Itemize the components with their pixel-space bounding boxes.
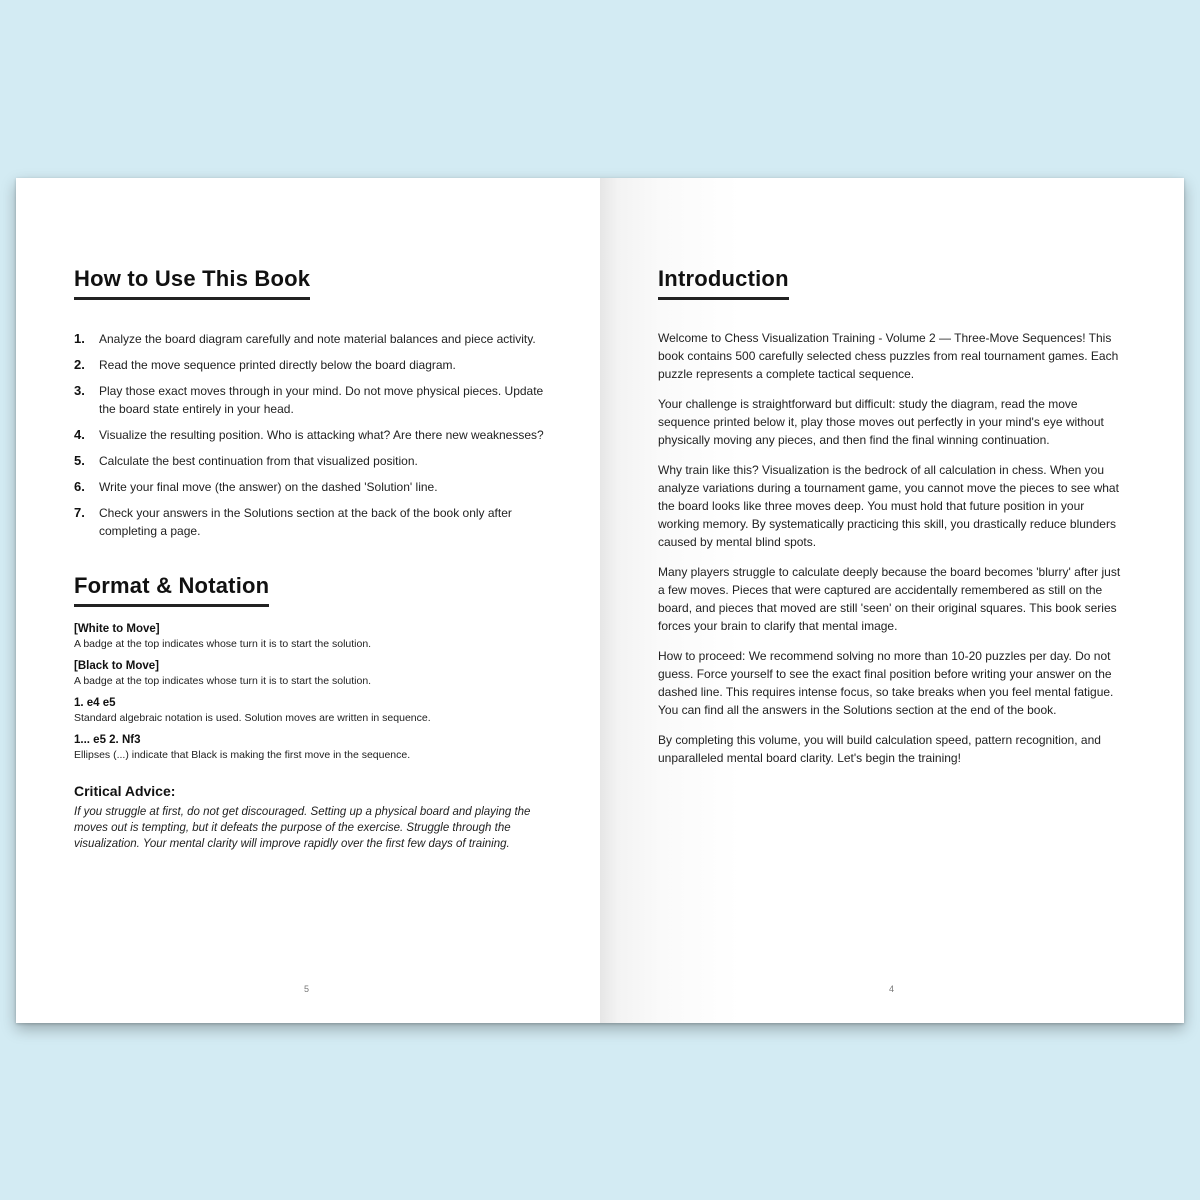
- step-number: 6.: [74, 479, 85, 494]
- step-item: [74, 478, 544, 496]
- notation-item: [74, 659, 554, 689]
- page-number-right: 4: [889, 984, 895, 994]
- introduction-body: [658, 329, 1128, 779]
- page-number-left: 5: [304, 984, 310, 994]
- intro-paragraph: Many players struggle to calculate deeply because the board becomes 'blurry' after just a few moves. Pieces that were captured are accidentally remembered as still on the board, and pieces that moved are still 'seen' on their original squares. This book series forces your brain to clarify that mental image.: [658, 565, 1121, 633]
- step-item: [74, 452, 544, 470]
- step-number: 7.: [74, 505, 85, 520]
- intro-paragraph: How to proceed: We recommend solving no more than 10-20 puzzles per day. Do not guess. Force yourself to see the exact final position before writing your answer on the dashed line. This requires intense focus, so take breaks when you feel mental fatigue. You can find all the answers in the Solutions section at the end of the book.: [658, 649, 1114, 717]
- left-page: [16, 178, 600, 1023]
- notation-description: Standard algebraic notation is used. Solution moves are written in sequence.: [74, 712, 431, 724]
- notation-term: 1... e5 2. Nf3: [74, 734, 141, 746]
- intro-paragraph: Welcome to Chess Visualization Training - Volume 2 — Three-Move Sequences! This book contains 500 carefully selected chess puzzles from real tournament games. Each puzzle represents a complete tactical sequence.: [658, 331, 1119, 381]
- notation-description: A badge at the top indicates whose turn it is to start the solution.: [74, 638, 372, 650]
- step-text: Write your final move (the answer) on the dashed 'Solution' line.: [99, 480, 438, 494]
- notation-description: Ellipses (...) indicate that Black is making the first move in the sequence.: [74, 749, 411, 761]
- intro-paragraph: By completing this volume, you will build calculation speed, pattern recognition, and unparalleled mental board clarity. Let's begin the training!: [658, 733, 1101, 765]
- notation-term: 1. e4 e5: [74, 697, 116, 709]
- step-item: [74, 330, 544, 348]
- critical-advice-text: If you struggle at first, do not get discouraged. Setting up a physical board and playing the moves out is tempting, but it defeats the purpose of the exercise. Struggle through the visualization. Your mental clarity will improve rapidly over the first few days of training.: [74, 806, 531, 850]
- notation-item: [74, 696, 554, 726]
- notation-list: [74, 622, 554, 770]
- instruction-steps: [74, 330, 544, 548]
- step-number: 1.: [74, 331, 85, 346]
- step-text: Analyze the board diagram carefully and note material balances and piece activity.: [99, 332, 536, 346]
- step-number: 3.: [74, 383, 85, 398]
- introduction-heading: Introduction: [658, 266, 789, 300]
- step-item: [74, 426, 544, 444]
- intro-paragraph: Your challenge is straightforward but difficult: study the diagram, read the move sequence printed below it, play those moves out perfectly in your mind's eye without physically moving any pieces, and then find the final winning continuation.: [658, 397, 1104, 447]
- step-text: Calculate the best continuation from that visualized position.: [99, 454, 418, 468]
- notation-term: [White to Move]: [74, 623, 160, 635]
- step-item: [74, 504, 544, 540]
- notation-term: [Black to Move]: [74, 660, 159, 672]
- step-item: [74, 382, 544, 418]
- critical-advice-heading: Critical Advice:: [74, 783, 176, 799]
- step-text: Visualize the resulting position. Who is attacking what? Are there new weaknesses?: [99, 428, 544, 442]
- step-number: 2.: [74, 357, 85, 372]
- book-spread: [16, 178, 1184, 1023]
- notation-description: A badge at the top indicates whose turn it is to start the solution.: [74, 675, 372, 687]
- how-to-use-heading: How to Use This Book: [74, 266, 310, 300]
- step-text: Check your answers in the Solutions section at the back of the book only after completing a page.: [99, 506, 512, 538]
- notation-item: [74, 622, 554, 652]
- notation-item: [74, 733, 554, 763]
- right-page: [600, 178, 1184, 1023]
- step-text: Play those exact moves through in your mind. Do not move physical pieces. Update the board state entirely in your head.: [99, 384, 544, 416]
- intro-paragraph: Why train like this? Visualization is the bedrock of all calculation in chess. When you analyze variations during a tournament game, you cannot move the pieces to see what the board looks like three moves deep. You must hold that future position in your working memory. By systematically practicing this skill, you drastically reduce blunders caused by mental blind spots.: [658, 463, 1119, 549]
- step-number: 5.: [74, 453, 85, 468]
- format-notation-heading: Format & Notation: [74, 573, 269, 607]
- step-item: [74, 356, 544, 374]
- step-number: 4.: [74, 427, 85, 442]
- step-text: Read the move sequence printed directly below the board diagram.: [99, 358, 456, 372]
